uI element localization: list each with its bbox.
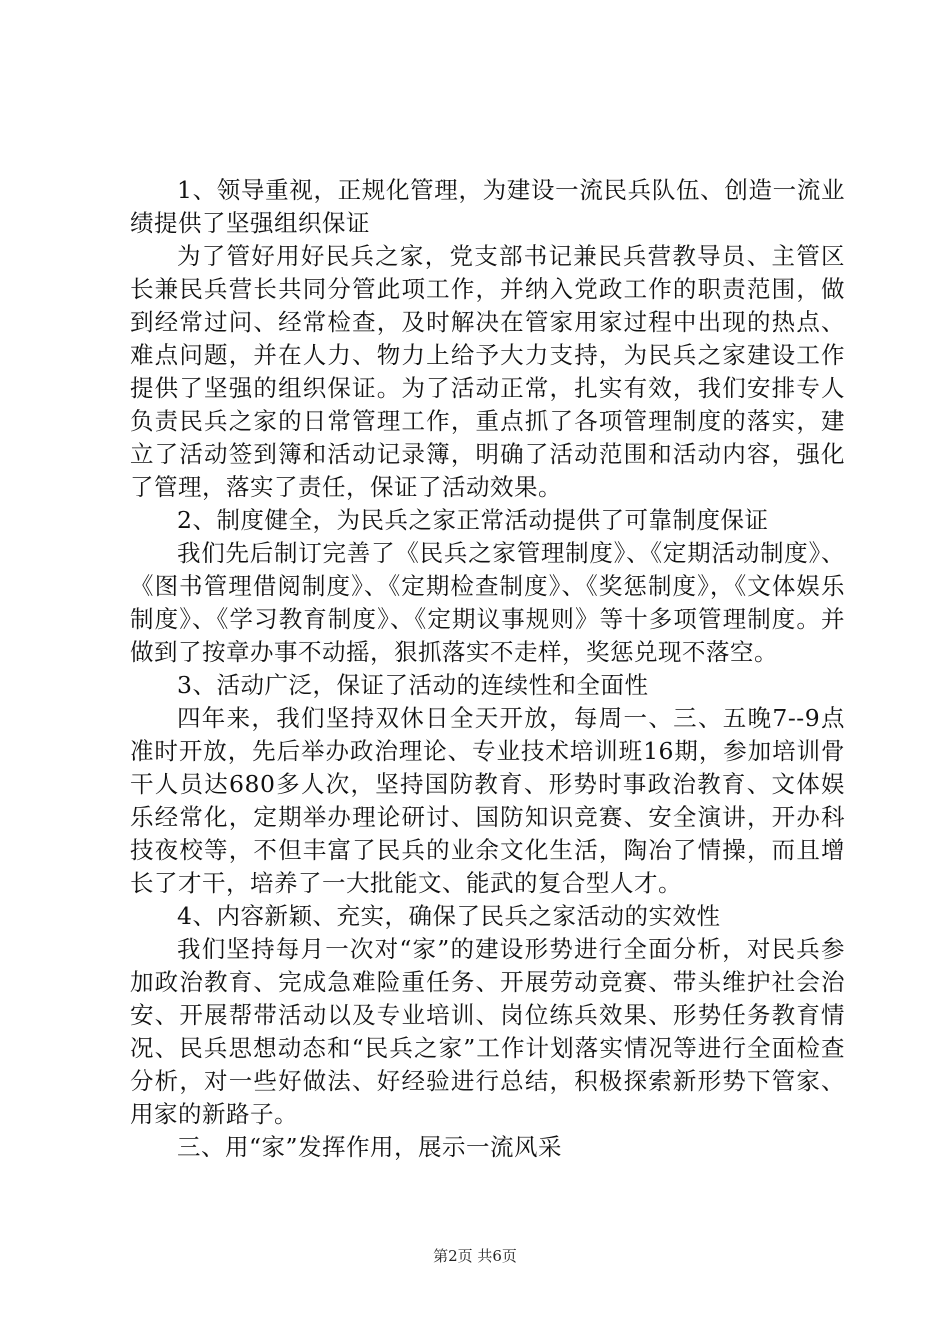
- chapter-heading-3: 三、用“家”发挥作用，展示一流风采: [177, 1133, 563, 1161]
- section-heading-4: 4、内容新颖、充实，确保了民兵之家活动的实效性: [177, 902, 721, 930]
- page-footer: 第2页 共6页: [433, 1247, 517, 1265]
- paragraph-4: 我们坚持每月一次对“家”的建设形势进行全面分析，对民兵参加政治教育、完成急难险重任务、开展劳动竞赛、带头维护社会治安、开展帮带活动以及专业培训、岗位练兵效果、形势任务教育情况、民兵思想动态和“民兵之家”工作计划落实情况等进行全面检查分析，对一些好做法、好经验进行总结，积极探索新形势下管家、用家的新路子。: [130, 935, 845, 1128]
- section-heading-1: 1、领导重视，正规化管理，为建设一流民兵队伍、创造一流业绩提供了坚强组织保证: [130, 176, 845, 237]
- section-heading-3: 3、活动广泛，保证了活动的连续性和全面性: [177, 671, 649, 699]
- paragraph-2: 我们先后制订完善了《民兵之家管理制度》、《定期活动制度》、《图书管理借阅制度》、《定期检查制度》、《奖惩制度》，《文体娱乐制度》、《学习教育制度》、《定期议事规则》等十多项管理制度。并做到了按章办事不动摇，狠抓落实不走样，奖惩兑现不落空。: [130, 539, 845, 666]
- section-heading-2: 2、制度健全，为民兵之家正常活动提供了可靠制度保证: [177, 506, 769, 534]
- document-body: [130, 174, 845, 1164]
- paragraph-1: 为了管好用好民兵之家，党支部书记兼民兵营教导员、主管区长兼民兵营长共同分管此项工作，并纳入党政工作的职责范围，做到经常过问、经常检查，及时解决在管家用家过程中出现的热点、难点问题，并在人力、物力上给予大力支持，为民兵之家建设工作提供了坚强的组织保证。为了活动正常，扎实有效，我们安排专人负责民兵之家的日常管理工作，重点抓了各项管理制度的落实，建立了活动签到簿和活动记录簿，明确了活动范围和活动内容，强化了管理，落实了责任，保证了活动效果。: [130, 242, 845, 501]
- paragraph-3: 四年来，我们坚持双休日全天开放，每周一、三、五晚7--9点准时开放，先后举办政治理论、专业技术培训班16期，参加培训骨干人员达680多人次，坚持国防教育、形势时事政治教育、文体娱乐经常化，定期举办理论研讨、国防知识竞赛、安全演讲，开办科技夜校等，不但丰富了民兵的业余文化生活，陶冶了情操，而且增长了才干，培养了一大批能文、能武的复合型人才。: [130, 704, 845, 897]
